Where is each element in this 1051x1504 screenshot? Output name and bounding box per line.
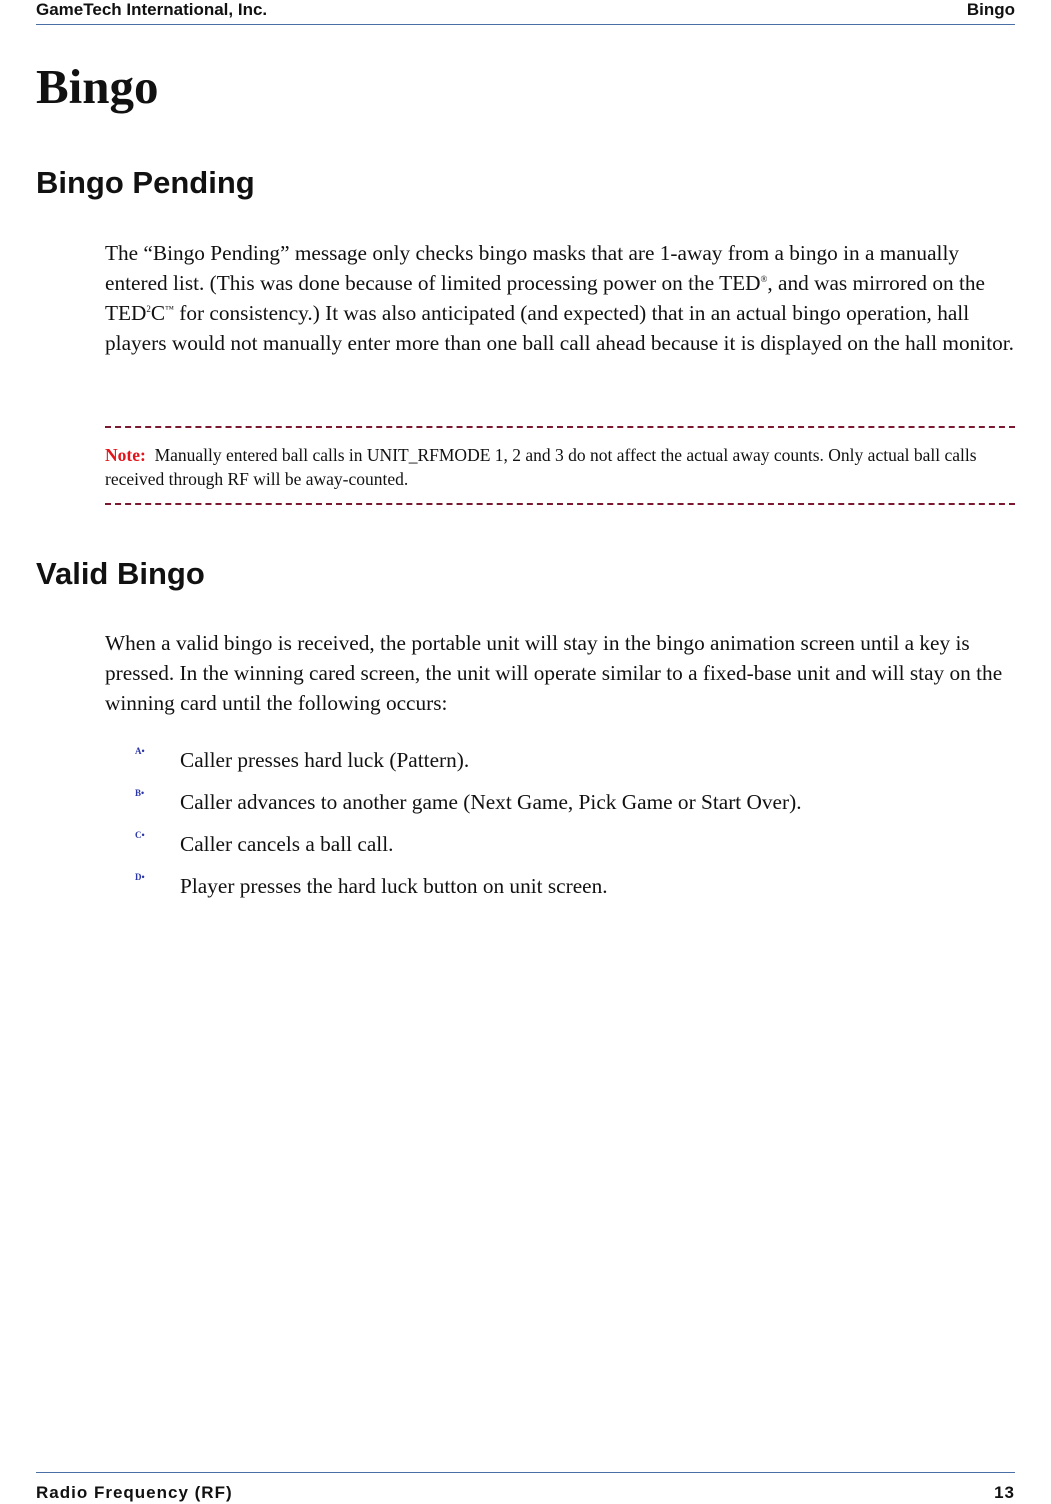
- list-item-text: Player presses the hard luck button on unit screen.: [180, 874, 608, 898]
- page-header: [36, 0, 1015, 25]
- note-block: [105, 443, 1017, 491]
- page-number: 13: [994, 1483, 1015, 1502]
- list-marker: C•: [135, 830, 145, 840]
- bingo-pending-text-3: C: [150, 301, 166, 325]
- list-marker: A•: [135, 746, 145, 756]
- note-label: Note:: [105, 445, 146, 465]
- registered-mark: ®: [760, 273, 768, 284]
- list-item-text: Caller advances to another game (Next Game, Pick Game or Start Over).: [180, 790, 802, 814]
- note-bottom-rule: [105, 503, 1015, 505]
- bingo-pending-paragraph: [105, 238, 1015, 358]
- trademark-mark: ™: [165, 303, 174, 314]
- bingo-pending-text-2: , and was mirrored on the TED: [105, 271, 985, 325]
- page-footer: [36, 1472, 1015, 1504]
- bingo-pending-heading: Bingo Pending: [36, 165, 255, 200]
- valid-bingo-paragraph: When a valid bingo is received, the portable unit will stay in the bingo animation screen until a key is pressed. In the winning cared screen, the unit will operate similar to a fixed-base unit and will stay on the winning card until the following occurs:: [105, 631, 1003, 715]
- note-text: Manually entered ball calls in UNIT_RFMODE 1, 2 and 3 do not affect the actual away counts. Only actual ball calls received through RF will be away-counted.: [105, 445, 977, 489]
- bingo-pending-text-1: The “Bingo Pending” message only checks bingo masks that are 1-away from a bingo in a manually entered list. (This was done because of limited processing power on the TED: [105, 241, 960, 295]
- bingo-pending-text-4: for consistency.) It was also anticipated (and expected) that in an actual bingo operation, hall players would not manually enter more than one ball call ahead because it is displayed on the hall monitor.: [105, 301, 1014, 355]
- footer-section: Radio Frequency (RF): [36, 1483, 233, 1502]
- list-marker: D•: [135, 872, 145, 882]
- valid-bingo-heading: Valid Bingo: [36, 556, 205, 591]
- header-section: Bingo: [966, 0, 1015, 19]
- superscript-two: 2: [146, 303, 151, 314]
- header-company: GameTech International, Inc.: [36, 0, 268, 19]
- list-marker: B•: [135, 788, 145, 798]
- list-item-text: Caller presses hard luck (Pattern).: [180, 748, 470, 772]
- page-title: Bingo: [36, 59, 159, 114]
- list-item-text: Caller cancels a ball call.: [180, 832, 394, 856]
- note-top-rule: [105, 426, 1015, 428]
